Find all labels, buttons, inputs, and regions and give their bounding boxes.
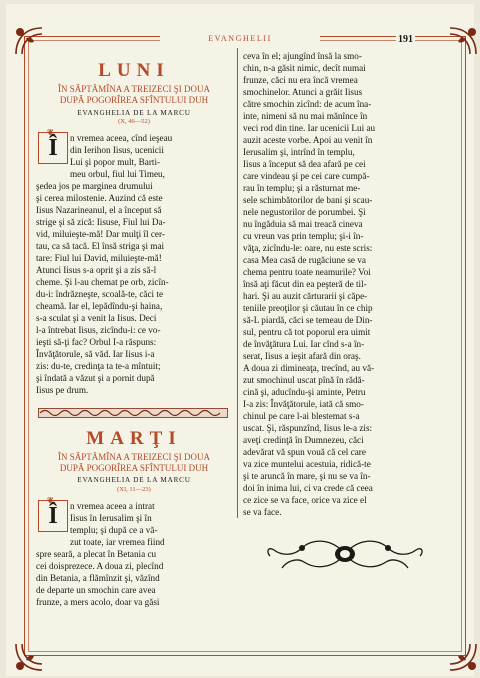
running-head: EVANGHELII <box>160 34 320 43</box>
text-line: cei doisprezece. A doua zi, plecînd <box>36 561 164 571</box>
tailpiece-ornament-icon <box>262 534 428 574</box>
drop-cap-letter: Î <box>48 502 58 529</box>
text-line: Iisus în Ierusalim şi în <box>70 513 152 523</box>
text-line: auzit aceste vorbe. Apoi au venit în <box>243 135 373 145</box>
text-line: A doua zi dimineaţa, trecînd, au vă- <box>243 363 375 373</box>
scripture-reference: (X, 46—52) <box>118 118 150 125</box>
text-line: care vindeau şi pe cei care cumpă- <box>243 171 370 181</box>
text-line: sele schimbătorilor de bani şi scau- <box>243 195 373 205</box>
drop-cap-letter: Î <box>48 134 58 161</box>
subtitle-line: ÎN SĂPTĂMÎNA A TREIZECI ŞI DOUA <box>57 452 211 462</box>
text-line: chinul pe care l-ai blestemat s-a <box>243 411 360 421</box>
text-line: din Betania, a flămînzit şi, văzînd <box>36 573 160 583</box>
text-line: Atunci Iisus s-a oprit şi a zis să-l <box>36 265 157 275</box>
tuesday-gospel-text <box>36 500 232 608</box>
text-line: zut toate, iar vremea fiind <box>70 537 165 547</box>
fleuron-icon: ❦ <box>47 496 54 505</box>
text-line: s-a sculat şi a venit la Iisus. Deci <box>36 313 157 323</box>
text-line: n vremea aceea, cînd ieşeau <box>70 133 173 143</box>
corner-ornament-icon <box>12 640 46 674</box>
text-line: Iisus pe drum. <box>36 385 89 395</box>
scripture-reference: (XI, 11—23) <box>117 486 151 493</box>
text-line: de departe un smochin care avea <box>36 585 156 595</box>
text-line: şi îndată a văzut şi a pornit după <box>36 373 155 383</box>
text-line: spre seară, a plecat în Betania cu <box>36 549 157 559</box>
text-line: meu orbul, fiul lui Timeu, <box>70 169 165 179</box>
text-line: strige şi să zică: Iisuse, Fiul lui Da- <box>36 217 166 227</box>
text-line: sul, pentru că tot poporul era uimit <box>243 327 371 337</box>
page-number: 191 <box>398 34 413 45</box>
text-line: ce zice se va face, orice va zice el <box>243 495 367 505</box>
gospel-heading: EVANGHELIA DE LA MARCU <box>77 476 191 484</box>
text-line: Iisus Nazarineanul, el a început să <box>36 205 162 215</box>
text-line: inte, nimeni să nu mai mănînce în <box>243 111 368 121</box>
text-line: să-L piardă, căci se temeau de Din- <box>243 315 373 325</box>
text-line: vid, miluieşte-mă! Dar mulţi îl cer- <box>36 229 165 239</box>
text-line: către smochin zicînd: de acum îna- <box>243 99 372 109</box>
text-line: l-a întrebat Iisus, zicîndu-i: ce vo- <box>36 325 161 335</box>
text-line: nu îngăduia să mai treacă cineva <box>243 219 363 229</box>
text-line: n vremea aceea a intrat <box>70 501 155 511</box>
text-line: doi în inima lui, ci va crede că ceea <box>243 483 373 493</box>
text-line: şi te aruncă în mare, şi nu se va în- <box>243 471 371 481</box>
text-line: din Ierihon Iisus, ucenicii <box>70 145 164 155</box>
corner-ornament-icon <box>12 24 46 58</box>
text-line: hari. Şi au auzit cărturarii şi căpe- <box>243 291 368 301</box>
text-line: Iisus a început să dea afară pe cei <box>243 159 366 169</box>
text-line: casa Mea casă de rugăciune se va <box>243 255 366 265</box>
text-line: veci rod din tine. Iar ucenicii Lui au <box>243 123 376 133</box>
text-line: cină şi, aducîndu-şi aminte, Petru <box>243 387 366 397</box>
text-line: I-a zis: Învăţătorule, iată că smo- <box>243 399 364 409</box>
text-line: aveţi credinţă în Dumnezeu, căci <box>243 435 364 445</box>
text-line: serat, Iisus a ieşit afară din oraş. <box>243 351 361 361</box>
right-column-text <box>243 50 453 518</box>
text-line: ceva în el; ajungînd însă la smo- <box>243 51 362 61</box>
text-line: zis: du-te, credinţa ta te-a mîntuit; <box>36 361 161 371</box>
text-line: va zice muntelui acestuia, ridică-te <box>243 459 371 469</box>
text-line: frunze, căci nu era încă vremea <box>243 75 358 85</box>
text-line: cheamă. Iar el, lepădîndu-şi haina, <box>36 301 163 311</box>
text-line: cheme. Şi l-au chemat pe orb, zicîn- <box>36 277 169 287</box>
text-line: de învăţătura Lui. Iar cînd s-a în- <box>243 339 365 349</box>
section-subtitle <box>36 452 232 474</box>
text-line: templu; şi după ce a vă- <box>70 525 158 535</box>
text-line: zut smochinul uscat pînă în rădă- <box>243 375 365 385</box>
text-line: adevărat vă spun vouă că cel care <box>243 447 366 457</box>
column-divider <box>237 48 238 518</box>
text-line: Lui şi popor mult, Barti- <box>70 157 161 167</box>
monday-gospel-text <box>36 132 232 396</box>
section-subtitle <box>36 84 232 106</box>
fleuron-icon: ❦ <box>47 128 54 137</box>
text-line: du-i: îndrăzneşte, scoală-te, căci te <box>36 289 164 299</box>
text-line: Învăţătorule, să văd. Iar Iisus i-a <box>36 349 155 359</box>
day-title-monday: LUNI <box>98 60 170 81</box>
text-line: cu vreun vas prin templu; şi-i în- <box>243 231 364 241</box>
text-line: şi cerea milostenie. Auzind că este <box>36 193 163 203</box>
text-line: tau, ca să tacă. El însă striga şi mai <box>36 241 165 251</box>
text-line: văţa, zicîndu-le: oare, nu este scris: <box>243 243 373 253</box>
text-line: rau în templu; şi a răsturnat me- <box>243 183 361 193</box>
text-line: nele negustorilor de porumbei. Şi <box>243 207 366 217</box>
gospel-heading: EVANGHELIA DE LA MARCU <box>77 109 191 117</box>
text-line: uscat. Şi, răspunzînd, Iisus le-a zis: <box>243 423 373 433</box>
subtitle-line: DUPĂ POGORÎREA SFÎNTULUI DUH <box>59 95 209 105</box>
text-line: Ierusalim şi, intrînd în templu, <box>243 147 355 157</box>
subtitle-line: ÎN SĂPTĂMÎNA A TREIZECI ŞI DOUA <box>57 84 211 94</box>
text-line: teniile preoţilor şi căutau în ce chip <box>243 303 373 313</box>
subtitle-line: DUPĂ POGORÎREA SFÎNTULUI DUH <box>59 463 209 473</box>
text-line: frunze, a mers acolo, doar va găsi <box>36 597 160 607</box>
ornamental-band-icon <box>38 408 228 418</box>
corner-ornament-icon <box>446 640 480 674</box>
text-line: însă aţi făcut din ea peşteră de til- <box>243 279 367 289</box>
text-line: ieşti să-ţi fac? Orbul I-a răspuns: <box>36 337 157 347</box>
day-title-tuesday: MARŢI <box>86 428 182 449</box>
text-line: chema pentru toate neamurile? Voi <box>243 267 371 277</box>
text-line: smochinelor. Atunci a grăit Iisus <box>243 87 363 97</box>
text-line: se va face. <box>243 507 282 517</box>
text-line: chin, n-a găsit nimic, decît numai <box>243 63 366 73</box>
text-line: tare: Fiul lui David, miluieşte-mă! <box>36 253 162 263</box>
text-line: şedea jos pe marginea drumului <box>36 181 153 191</box>
